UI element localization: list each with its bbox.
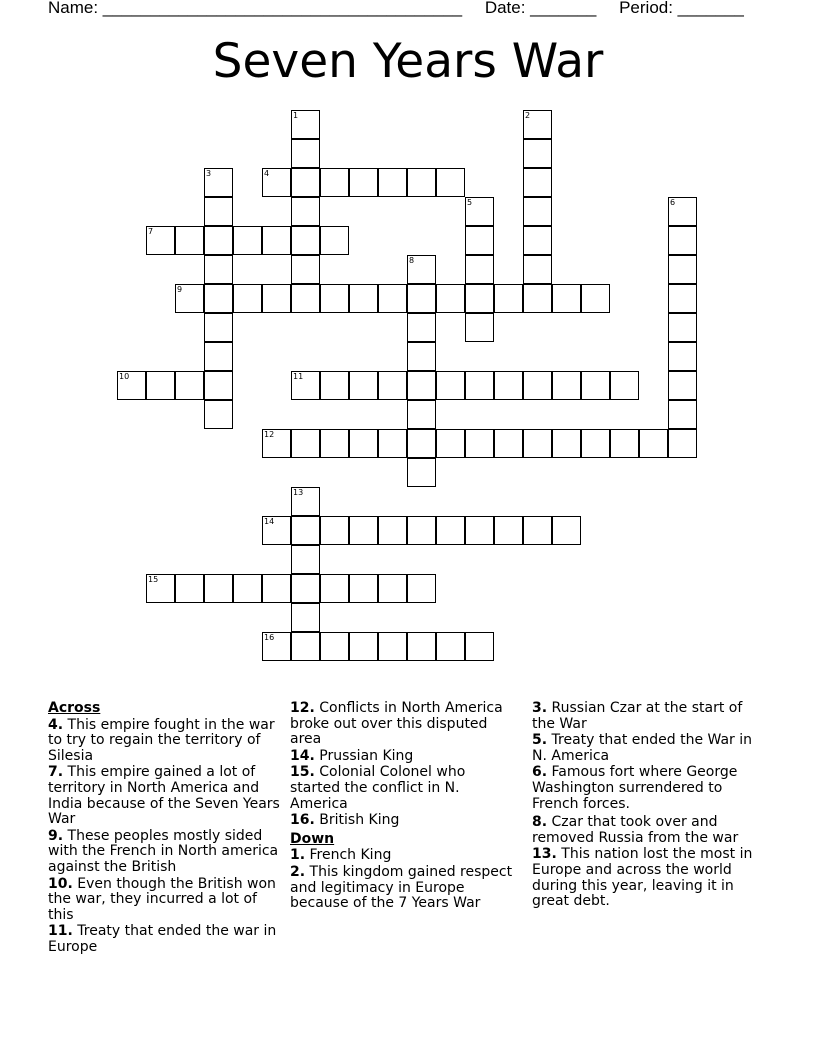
grid-cell[interactable] — [668, 255, 697, 284]
grid-cell[interactable] — [494, 371, 523, 400]
down-heading: Down — [290, 830, 335, 847]
grid-cell[interactable] — [175, 574, 204, 603]
clue-number: 15 — [148, 575, 159, 584]
grid-cell[interactable] — [436, 429, 465, 458]
clue-across-11: 11. Treaty that ended the war in Europe — [48, 923, 277, 955]
grid-cell[interactable] — [523, 139, 552, 168]
grid-cell[interactable] — [668, 284, 697, 313]
grid-cell[interactable] — [291, 168, 320, 197]
clue-across-15: 15. Colonial Colonel who started the conflict in N. America — [290, 764, 466, 812]
clue-number: 11 — [293, 372, 304, 381]
grid-cell[interactable] — [610, 371, 639, 400]
grid-cell[interactable] — [378, 371, 407, 400]
name-field[interactable]: Name: ______________________________________ — [48, 0, 463, 17]
page-title: Seven Years War — [212, 34, 604, 89]
grid-cell[interactable] — [407, 516, 436, 545]
grid-cell[interactable] — [523, 284, 552, 313]
grid-cell[interactable] — [523, 226, 552, 255]
grid-cell[interactable] — [552, 516, 581, 545]
grid-cell[interactable] — [378, 284, 407, 313]
grid-cell[interactable] — [349, 632, 378, 661]
grid-cell[interactable] — [465, 632, 494, 661]
clue-number: 8 — [409, 256, 415, 265]
clue-down-13: 13. This nation lost the most in Europe and across the world during this year, leaving it in great debt. — [532, 846, 753, 910]
across-heading: Across — [48, 700, 101, 716]
grid-cell[interactable] — [291, 516, 320, 545]
clue-number: 6 — [670, 198, 676, 207]
grid-cell[interactable] — [349, 168, 378, 197]
grid-cell[interactable] — [407, 168, 436, 197]
grid-cell[interactable] — [349, 284, 378, 313]
grid-cell[interactable] — [436, 632, 465, 661]
grid-cell[interactable] — [320, 168, 349, 197]
grid-cell[interactable] — [494, 516, 523, 545]
grid-cell[interactable] — [204, 342, 233, 371]
grid-cell[interactable] — [320, 632, 349, 661]
grid-cell[interactable] — [291, 632, 320, 661]
clue-number: 1 — [293, 111, 299, 120]
grid-cell[interactable] — [291, 226, 320, 255]
grid-cell[interactable] — [204, 255, 233, 284]
grid-cell[interactable] — [407, 574, 436, 603]
grid-cell[interactable] — [436, 284, 465, 313]
grid-cell[interactable] — [407, 458, 436, 487]
grid-cell[interactable] — [320, 574, 349, 603]
clue-down-6: 6. Famous fort where George Washington surrendered to French forces. — [532, 764, 738, 812]
grid-cell[interactable] — [407, 632, 436, 661]
grid-cell[interactable] — [378, 429, 407, 458]
grid-cell[interactable] — [349, 574, 378, 603]
grid-cell[interactable] — [320, 516, 349, 545]
grid-cell[interactable] — [523, 429, 552, 458]
clue-number: 2 — [525, 111, 531, 120]
grid-cell[interactable] — [320, 284, 349, 313]
grid-cell[interactable] — [494, 429, 523, 458]
grid-cell[interactable] — [349, 429, 378, 458]
grid-cell[interactable] — [291, 429, 320, 458]
clue-number: 10 — [119, 372, 130, 381]
grid-cell[interactable] — [581, 284, 610, 313]
grid-cell[interactable] — [320, 371, 349, 400]
clue-across-12: 12. Conflicts in North America broke out over this disputed area — [290, 700, 503, 748]
clue-across-10: 10. Even though the British won the war, they incurred a lot of this — [48, 875, 276, 923]
clue-number: 4 — [264, 169, 270, 178]
clue-column-1 — [48, 701, 284, 957]
grid-cell[interactable] — [668, 400, 697, 429]
grid-cell[interactable] — [581, 371, 610, 400]
grid-cell[interactable] — [668, 313, 697, 342]
grid-cell[interactable] — [523, 255, 552, 284]
grid-cell[interactable] — [465, 255, 494, 284]
clue-across-14: 14. Prussian King — [290, 747, 414, 764]
clue-down-5: 5. Treaty that ended the War in N. America — [532, 732, 752, 764]
clue-number: 5 — [467, 198, 473, 207]
clue-number: 9 — [177, 285, 183, 294]
period-field[interactable]: Period: _______ — [619, 0, 744, 17]
grid-cell[interactable] — [291, 197, 320, 226]
grid-cell[interactable] — [639, 429, 668, 458]
grid-cell[interactable] — [407, 371, 436, 400]
grid-cell[interactable] — [523, 371, 552, 400]
grid-cell[interactable] — [552, 284, 581, 313]
grid-cell[interactable] — [407, 284, 436, 313]
grid-cell[interactable] — [378, 516, 407, 545]
grid-cell[interactable] — [320, 226, 349, 255]
grid-cell[interactable] — [465, 371, 494, 400]
clue-number: 13 — [293, 488, 304, 497]
clue-column-3 — [532, 701, 764, 911]
grid-cell[interactable] — [175, 371, 204, 400]
grid-cell[interactable] — [291, 284, 320, 313]
grid-cell[interactable] — [204, 574, 233, 603]
grid-cell[interactable] — [233, 226, 262, 255]
grid-cell[interactable] — [233, 574, 262, 603]
grid-cell[interactable] — [436, 168, 465, 197]
grid-cell[interactable] — [204, 197, 233, 226]
grid-cell[interactable] — [407, 429, 436, 458]
clue-across-4: 4. This empire fought in the war to try to regain the territory of Silesia — [48, 716, 275, 764]
clue-number: 12 — [264, 430, 275, 439]
grid-cell[interactable] — [552, 371, 581, 400]
grid-cell[interactable] — [204, 400, 233, 429]
grid-cell[interactable] — [581, 429, 610, 458]
grid-cell[interactable] — [436, 516, 465, 545]
grid-cell[interactable] — [552, 429, 581, 458]
grid-cell[interactable] — [378, 574, 407, 603]
clue-column-2 — [290, 701, 515, 913]
grid-cell[interactable] — [262, 574, 291, 603]
grid-cell[interactable] — [407, 313, 436, 342]
grid-cell[interactable] — [378, 168, 407, 197]
grid-cell[interactable] — [204, 226, 233, 255]
clue-down-3: 3. Russian Czar at the start of the War — [532, 700, 743, 732]
grid-cell[interactable] — [436, 371, 465, 400]
grid-cell[interactable] — [610, 429, 639, 458]
grid-cell[interactable] — [668, 429, 697, 458]
clue-number: 7 — [148, 227, 154, 236]
grid-cell[interactable] — [668, 342, 697, 371]
grid-cell[interactable] — [523, 516, 552, 545]
grid-cell[interactable] — [378, 632, 407, 661]
grid-cell[interactable] — [349, 371, 378, 400]
grid-cell[interactable] — [262, 226, 291, 255]
grid-cell[interactable] — [175, 226, 204, 255]
grid-cell[interactable] — [204, 284, 233, 313]
clue-down-8: 8. Czar that took over and removed Russia from the war — [532, 814, 739, 846]
grid-cell[interactable] — [465, 313, 494, 342]
grid-cell[interactable] — [407, 400, 436, 429]
grid-cell[interactable] — [465, 429, 494, 458]
grid-cell[interactable] — [349, 516, 378, 545]
grid-cell[interactable] — [523, 197, 552, 226]
grid-cell[interactable] — [233, 284, 262, 313]
grid-cell[interactable] — [291, 139, 320, 168]
grid-cell[interactable] — [291, 255, 320, 284]
grid-cell[interactable] — [465, 226, 494, 255]
grid-cell[interactable] — [204, 371, 233, 400]
grid-cell[interactable] — [407, 342, 436, 371]
grid-cell[interactable] — [291, 545, 320, 574]
grid-cell[interactable] — [465, 516, 494, 545]
grid-cell[interactable] — [523, 168, 552, 197]
clue-across-9: 9. These peoples mostly sided with the French in North america against the British — [48, 827, 279, 875]
clue-number: 3 — [206, 169, 212, 178]
grid-cell[interactable] — [465, 284, 494, 313]
grid-cell[interactable] — [291, 574, 320, 603]
clue-across-16: 16. British King — [290, 812, 400, 829]
date-field[interactable]: Date: _______ — [484, 0, 597, 17]
grid-cell[interactable] — [291, 603, 320, 632]
grid-cell[interactable] — [146, 371, 175, 400]
clue-down-1: 1. French King — [290, 847, 392, 864]
grid-cell[interactable] — [668, 226, 697, 255]
grid-cell[interactable] — [668, 371, 697, 400]
grid-cell[interactable] — [320, 429, 349, 458]
grid-cell[interactable] — [204, 313, 233, 342]
clue-number: 14 — [264, 517, 275, 526]
clue-number: 16 — [264, 633, 275, 642]
grid-cell[interactable] — [262, 284, 291, 313]
clue-down-2: 2. This kingdom gained respect and legitimacy in Europe because of the 7 Years War — [290, 863, 513, 912]
clue-across-7: 7. This empire gained a lot of territory in North America and India because of the Seven Years War — [48, 764, 280, 828]
grid-cell[interactable] — [494, 284, 523, 313]
